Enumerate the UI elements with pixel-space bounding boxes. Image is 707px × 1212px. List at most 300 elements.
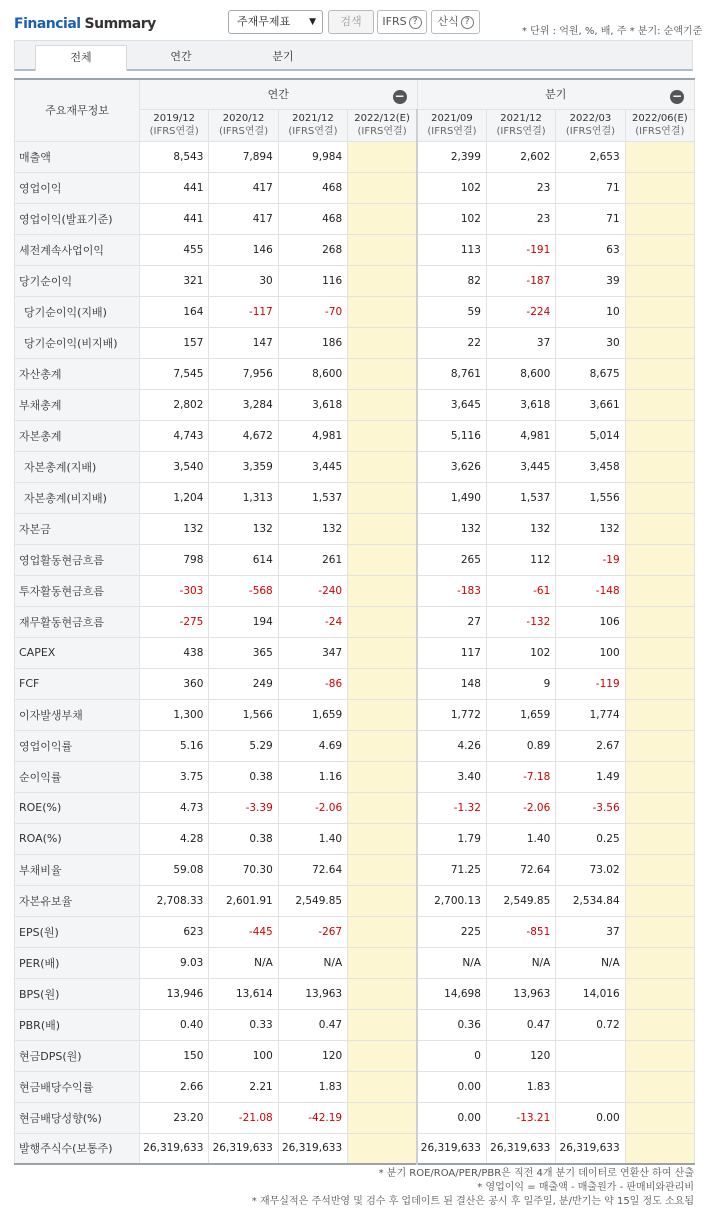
table-cell: 150 bbox=[140, 1040, 209, 1071]
table-row bbox=[15, 1102, 695, 1133]
table-cell: -275 bbox=[140, 606, 209, 637]
table-row bbox=[15, 358, 695, 389]
table-cell: 0.47 bbox=[278, 1009, 347, 1040]
table-cell: 417 bbox=[209, 203, 278, 234]
table-cell: 100 bbox=[556, 637, 625, 668]
page-title-part1: Financial bbox=[14, 16, 81, 32]
table-cell: 3,618 bbox=[278, 389, 347, 420]
table-cell bbox=[348, 265, 417, 296]
chevron-down-icon: ▼ bbox=[309, 17, 316, 27]
table-cell: 0.40 bbox=[140, 1009, 209, 1040]
row-label: 영업이익률 bbox=[15, 730, 140, 761]
table-cell: -19 bbox=[556, 544, 625, 575]
table-cell: 70.30 bbox=[209, 854, 278, 885]
report-type-select-value: 주재무제표 bbox=[237, 15, 291, 28]
table-cell bbox=[348, 389, 417, 420]
row-label: 자본총계(지배) bbox=[15, 451, 140, 482]
table-cell: -24 bbox=[278, 606, 347, 637]
table-cell: 113 bbox=[417, 234, 486, 265]
table-cell bbox=[625, 947, 694, 978]
table-cell bbox=[556, 1071, 625, 1102]
table-row bbox=[15, 668, 695, 699]
table-cell bbox=[625, 234, 694, 265]
table-cell: 1.83 bbox=[278, 1071, 347, 1102]
table-cell: 347 bbox=[278, 637, 347, 668]
period-label: 2021/12 bbox=[500, 113, 542, 124]
period-label: 2021/12 bbox=[292, 113, 334, 124]
table-cell: 26,319,633 bbox=[486, 1133, 555, 1164]
table-cell: 441 bbox=[140, 203, 209, 234]
table-cell: -240 bbox=[278, 575, 347, 606]
table-cell bbox=[625, 637, 694, 668]
table-cell: 4,981 bbox=[486, 420, 555, 451]
table-cell bbox=[625, 1040, 694, 1071]
table-cell: 2,549.85 bbox=[278, 885, 347, 916]
table-cell: 72.64 bbox=[278, 854, 347, 885]
table-row bbox=[15, 172, 695, 203]
table-cell: 261 bbox=[278, 544, 347, 575]
table-cell bbox=[348, 792, 417, 823]
table-cell: -224 bbox=[486, 296, 555, 327]
period-basis: (IFRS연결) bbox=[496, 126, 546, 137]
footnotes bbox=[252, 1167, 694, 1209]
table-row bbox=[15, 606, 695, 637]
table-cell bbox=[348, 141, 417, 172]
table-cell: 13,614 bbox=[209, 978, 278, 1009]
table-cell: 3,645 bbox=[417, 389, 486, 420]
table-cell: 2.21 bbox=[209, 1071, 278, 1102]
table-cell: N/A bbox=[486, 947, 555, 978]
table-cell: 132 bbox=[278, 513, 347, 544]
period-basis: (IFRS연결) bbox=[149, 126, 199, 137]
period-basis: (IFRS연결) bbox=[288, 126, 338, 137]
period-label: 2022/03 bbox=[569, 113, 612, 124]
row-label: FCF bbox=[15, 668, 140, 699]
table-cell bbox=[348, 1009, 417, 1040]
table-cell bbox=[348, 1071, 417, 1102]
table-cell bbox=[348, 234, 417, 265]
table-cell: 13,963 bbox=[278, 978, 347, 1009]
table-cell: N/A bbox=[556, 947, 625, 978]
table-cell: 0.25 bbox=[556, 823, 625, 854]
table-cell: 13,946 bbox=[140, 978, 209, 1009]
table-cell: 438 bbox=[140, 637, 209, 668]
table-row bbox=[15, 420, 695, 451]
table-cell: 2,601.91 bbox=[209, 885, 278, 916]
table-cell: 4,743 bbox=[140, 420, 209, 451]
table-cell: 441 bbox=[140, 172, 209, 203]
table-row bbox=[15, 978, 695, 1009]
table-cell bbox=[625, 1102, 694, 1133]
table-cell bbox=[625, 544, 694, 575]
table-cell: -61 bbox=[486, 575, 555, 606]
collapse-annual-icon[interactable]: − bbox=[394, 89, 405, 103]
period-header bbox=[417, 109, 486, 141]
row-label: 현금배당성향(%) bbox=[15, 1102, 140, 1133]
table-cell: 146 bbox=[209, 234, 278, 265]
table-cell: 37 bbox=[556, 916, 625, 947]
table-row bbox=[15, 854, 695, 885]
table-cell bbox=[625, 854, 694, 885]
table-cell: -568 bbox=[209, 575, 278, 606]
table-row bbox=[15, 792, 695, 823]
table-cell: 71 bbox=[556, 203, 625, 234]
table-cell: 39 bbox=[556, 265, 625, 296]
table-cell: 8,675 bbox=[556, 358, 625, 389]
table-cell: -267 bbox=[278, 916, 347, 947]
formula-help-button[interactable] bbox=[431, 10, 480, 34]
table-cell: 148 bbox=[417, 668, 486, 699]
table-cell: 102 bbox=[486, 637, 555, 668]
table-cell: 3,626 bbox=[417, 451, 486, 482]
row-label: 발행주식수(보통주) bbox=[15, 1133, 140, 1164]
row-label: 자본총계 bbox=[15, 420, 140, 451]
table-cell: 249 bbox=[209, 668, 278, 699]
table-cell bbox=[348, 916, 417, 947]
table-row bbox=[15, 451, 695, 482]
table-cell: 360 bbox=[140, 668, 209, 699]
table-row bbox=[15, 1071, 695, 1102]
header-bar bbox=[0, 0, 707, 40]
table-cell: 7,545 bbox=[140, 358, 209, 389]
row-label: 부채비율 bbox=[15, 854, 140, 885]
table-cell bbox=[348, 730, 417, 761]
table-cell bbox=[625, 699, 694, 730]
table-cell bbox=[625, 141, 694, 172]
collapse-quarter-icon[interactable]: − bbox=[672, 89, 683, 103]
table-cell: 0.36 bbox=[417, 1009, 486, 1040]
table-cell: -2.06 bbox=[486, 792, 555, 823]
table-cell: 26,319,633 bbox=[556, 1133, 625, 1164]
table-cell: -117 bbox=[209, 296, 278, 327]
table-cell: 0.38 bbox=[209, 761, 278, 792]
table-cell bbox=[348, 854, 417, 885]
table-cell: 102 bbox=[417, 203, 486, 234]
table-cell: 157 bbox=[140, 327, 209, 358]
table-cell bbox=[348, 637, 417, 668]
row-label: 영업이익(발표기준) bbox=[15, 203, 140, 234]
table-cell: 1,659 bbox=[278, 699, 347, 730]
table-cell: 623 bbox=[140, 916, 209, 947]
row-label: ROA(%) bbox=[15, 823, 140, 854]
row-label: 세전계속사업이익 bbox=[15, 234, 140, 265]
table-cell bbox=[348, 451, 417, 482]
table-cell: 73.02 bbox=[556, 854, 625, 885]
row-label: CAPEX bbox=[15, 637, 140, 668]
table-cell bbox=[625, 761, 694, 792]
table-cell: -1.32 bbox=[417, 792, 486, 823]
report-type-select[interactable] bbox=[228, 10, 323, 34]
table-cell: 164 bbox=[140, 296, 209, 327]
row-label: PER(배) bbox=[15, 947, 140, 978]
page-title-part2: Summary bbox=[84, 16, 156, 32]
table-cell: 23 bbox=[486, 203, 555, 234]
row-label: 당기순이익 bbox=[15, 265, 140, 296]
table-row bbox=[15, 141, 695, 172]
period-header bbox=[486, 109, 555, 141]
table-cell bbox=[348, 761, 417, 792]
table-cell: 5.29 bbox=[209, 730, 278, 761]
table-cell: 9,984 bbox=[278, 141, 347, 172]
table-cell bbox=[625, 916, 694, 947]
table-cell: 102 bbox=[417, 172, 486, 203]
row-label: 당기순이익(비지배) bbox=[15, 327, 140, 358]
table-cell: 1,659 bbox=[486, 699, 555, 730]
table-cell: 3.40 bbox=[417, 761, 486, 792]
table-cell: 268 bbox=[278, 234, 347, 265]
table-cell: 1,537 bbox=[486, 482, 555, 513]
table-cell bbox=[625, 978, 694, 1009]
table-cell: 8,543 bbox=[140, 141, 209, 172]
table-cell bbox=[625, 885, 694, 916]
table-cell: 7,894 bbox=[209, 141, 278, 172]
table-cell bbox=[625, 296, 694, 327]
table-cell: 1,772 bbox=[417, 699, 486, 730]
row-label: 영업이익 bbox=[15, 172, 140, 203]
table-cell bbox=[625, 358, 694, 389]
table-cell: 26,319,633 bbox=[209, 1133, 278, 1164]
table-cell: 2,549.85 bbox=[486, 885, 555, 916]
table-cell: 1,566 bbox=[209, 699, 278, 730]
table-cell: 63 bbox=[556, 234, 625, 265]
table-cell: 116 bbox=[278, 265, 347, 296]
table-row bbox=[15, 1133, 695, 1164]
period-basis: (IFRS연결) bbox=[427, 126, 477, 137]
table-cell: 1,204 bbox=[140, 482, 209, 513]
table-cell: 4.26 bbox=[417, 730, 486, 761]
table-cell: 30 bbox=[556, 327, 625, 358]
group-annual-label: 연간 bbox=[267, 88, 289, 102]
table-cell: 1,774 bbox=[556, 699, 625, 730]
table-cell bbox=[348, 482, 417, 513]
table-cell bbox=[348, 947, 417, 978]
row-label: BPS(원) bbox=[15, 978, 140, 1009]
table-cell bbox=[625, 482, 694, 513]
table-row bbox=[15, 885, 695, 916]
table-cell bbox=[625, 389, 694, 420]
table-cell: 0.72 bbox=[556, 1009, 625, 1040]
table-cell: -148 bbox=[556, 575, 625, 606]
table-cell: 0.33 bbox=[209, 1009, 278, 1040]
table-cell: 0.00 bbox=[417, 1102, 486, 1133]
table-cell bbox=[348, 513, 417, 544]
table-cell: 82 bbox=[417, 265, 486, 296]
table-row bbox=[15, 916, 695, 947]
table-cell: 455 bbox=[140, 234, 209, 265]
table-cell: 8,761 bbox=[417, 358, 486, 389]
table-cell: 147 bbox=[209, 327, 278, 358]
tab-quarter[interactable]: 분기 bbox=[272, 50, 294, 63]
table-cell: 1.40 bbox=[486, 823, 555, 854]
table-cell: 1,490 bbox=[417, 482, 486, 513]
table-cell: 2.67 bbox=[556, 730, 625, 761]
table-cell bbox=[625, 513, 694, 544]
table-cell: 0.00 bbox=[556, 1102, 625, 1133]
table-cell: 132 bbox=[556, 513, 625, 544]
row-label: 영업활동현금흐름 bbox=[15, 544, 140, 575]
table-cell: 5.16 bbox=[140, 730, 209, 761]
table-cell: 186 bbox=[278, 327, 347, 358]
table-row bbox=[15, 761, 695, 792]
footnote: * 재무실적은 주석반영 및 검수 후 업데이트 된 결산은 공시 후 일주일, 분/반기는 약 15일 정도 소요됨 bbox=[251, 1196, 694, 1207]
table-row bbox=[15, 389, 695, 420]
table-cell bbox=[348, 606, 417, 637]
table-cell bbox=[625, 172, 694, 203]
table-cell: -13.21 bbox=[486, 1102, 555, 1133]
table-cell: 14,016 bbox=[556, 978, 625, 1009]
row-label: 자산총계 bbox=[15, 358, 140, 389]
table-cell: 23 bbox=[486, 172, 555, 203]
period-header bbox=[209, 109, 278, 141]
table-cell bbox=[348, 358, 417, 389]
period-basis: (IFRS연결) bbox=[635, 126, 685, 137]
table-cell bbox=[348, 544, 417, 575]
row-label: PBR(배) bbox=[15, 1009, 140, 1040]
table-cell bbox=[625, 420, 694, 451]
table-cell: 10 bbox=[556, 296, 625, 327]
formula-label: 산식 bbox=[437, 15, 459, 28]
table-cell: N/A bbox=[417, 947, 486, 978]
table-cell: -191 bbox=[486, 234, 555, 265]
table-cell bbox=[348, 203, 417, 234]
table-row bbox=[15, 327, 695, 358]
table-cell bbox=[348, 1102, 417, 1133]
search-button[interactable]: 검색 bbox=[328, 10, 374, 34]
row-label: 자본유보율 bbox=[15, 885, 140, 916]
tab-annual[interactable]: 연간 bbox=[170, 50, 192, 63]
table-cell: 9 bbox=[486, 668, 555, 699]
table-cell: 194 bbox=[209, 606, 278, 637]
units-note: * 단위 : 억원, %, 배, 주 * 분기: 순액기준 bbox=[522, 26, 703, 37]
table-cell: 321 bbox=[140, 265, 209, 296]
table-cell: 3,661 bbox=[556, 389, 625, 420]
table-cell: 1.79 bbox=[417, 823, 486, 854]
table-cell bbox=[348, 1040, 417, 1071]
table-cell bbox=[348, 575, 417, 606]
table-cell: 26,319,633 bbox=[417, 1133, 486, 1164]
table-row bbox=[15, 513, 695, 544]
tab-all[interactable]: 전체 bbox=[35, 45, 127, 71]
table-row bbox=[15, 699, 695, 730]
table-cell bbox=[348, 327, 417, 358]
table-cell: 1.49 bbox=[556, 761, 625, 792]
table-cell: 468 bbox=[278, 203, 347, 234]
table-cell: 4.73 bbox=[140, 792, 209, 823]
table-cell bbox=[625, 792, 694, 823]
table-cell: 1,556 bbox=[556, 482, 625, 513]
table-row bbox=[15, 575, 695, 606]
table-cell bbox=[348, 172, 417, 203]
row-label: 현금DPS(원) bbox=[15, 1040, 140, 1071]
table-cell: -187 bbox=[486, 265, 555, 296]
table-cell: -119 bbox=[556, 668, 625, 699]
table-cell bbox=[625, 668, 694, 699]
table-cell bbox=[625, 1071, 694, 1102]
table-cell: 2,399 bbox=[417, 141, 486, 172]
row-label: 매출액 bbox=[15, 141, 140, 172]
period-header bbox=[278, 109, 347, 141]
table-cell: 59.08 bbox=[140, 854, 209, 885]
table-row bbox=[15, 730, 695, 761]
table-cell: -21.08 bbox=[209, 1102, 278, 1133]
row-label: 현금배당수익률 bbox=[15, 1071, 140, 1102]
table-cell: 4.28 bbox=[140, 823, 209, 854]
table-cell: 3,445 bbox=[278, 451, 347, 482]
table-cell: 1,313 bbox=[209, 482, 278, 513]
table-cell: 27 bbox=[417, 606, 486, 637]
table-cell: -303 bbox=[140, 575, 209, 606]
table-cell: 3.75 bbox=[140, 761, 209, 792]
period-label: 2021/09 bbox=[431, 113, 473, 124]
row-header: 주요재무정보 bbox=[15, 79, 140, 141]
table-cell: 3,284 bbox=[209, 389, 278, 420]
table-cell: -132 bbox=[486, 606, 555, 637]
row-label: 부채총계 bbox=[15, 389, 140, 420]
period-header bbox=[556, 109, 625, 141]
table-cell: -851 bbox=[486, 916, 555, 947]
ifrs-label: IFRS bbox=[382, 15, 407, 28]
table-body bbox=[15, 141, 695, 1164]
row-label: 투자활동현금흐름 bbox=[15, 575, 140, 606]
group-annual-header bbox=[140, 79, 418, 109]
table-cell: 2,534.84 bbox=[556, 885, 625, 916]
table-cell: -7.18 bbox=[486, 761, 555, 792]
table-cell: 23.20 bbox=[140, 1102, 209, 1133]
table-row bbox=[15, 1009, 695, 1040]
table-cell: 5,116 bbox=[417, 420, 486, 451]
page-title bbox=[14, 16, 156, 32]
table-cell: 132 bbox=[417, 513, 486, 544]
table-cell: -70 bbox=[278, 296, 347, 327]
table-cell bbox=[625, 203, 694, 234]
table-cell: -445 bbox=[209, 916, 278, 947]
table-cell bbox=[625, 575, 694, 606]
table-cell bbox=[625, 265, 694, 296]
table-row bbox=[15, 234, 695, 265]
table-cell: 14,698 bbox=[417, 978, 486, 1009]
help-icon: ? bbox=[409, 16, 422, 29]
table-cell: 1.83 bbox=[486, 1071, 555, 1102]
table-cell: N/A bbox=[209, 947, 278, 978]
table-cell: -3.56 bbox=[556, 792, 625, 823]
table-cell: 5,014 bbox=[556, 420, 625, 451]
table-cell: 132 bbox=[140, 513, 209, 544]
table-cell: 7,956 bbox=[209, 358, 278, 389]
table-cell: 112 bbox=[486, 544, 555, 575]
table-cell bbox=[556, 1040, 625, 1071]
table-cell: 71 bbox=[556, 172, 625, 203]
table-cell bbox=[625, 1009, 694, 1040]
table-cell: 2,653 bbox=[556, 141, 625, 172]
table-cell: 1.16 bbox=[278, 761, 347, 792]
table-cell: 132 bbox=[209, 513, 278, 544]
table-cell bbox=[348, 420, 417, 451]
table-cell: 2,700.13 bbox=[417, 885, 486, 916]
table-cell: 365 bbox=[209, 637, 278, 668]
table-cell: 117 bbox=[417, 637, 486, 668]
table-cell bbox=[348, 978, 417, 1009]
table-cell: 4,672 bbox=[209, 420, 278, 451]
table-cell: 71.25 bbox=[417, 854, 486, 885]
table-cell bbox=[348, 668, 417, 699]
table-cell: 100 bbox=[209, 1040, 278, 1071]
table-cell: 72.64 bbox=[486, 854, 555, 885]
row-label: 당기순이익(지배) bbox=[15, 296, 140, 327]
ifrs-help-button[interactable] bbox=[377, 10, 427, 34]
table-cell: 26,319,633 bbox=[278, 1133, 347, 1164]
table-cell: 9.03 bbox=[140, 947, 209, 978]
row-label: 순이익률 bbox=[15, 761, 140, 792]
